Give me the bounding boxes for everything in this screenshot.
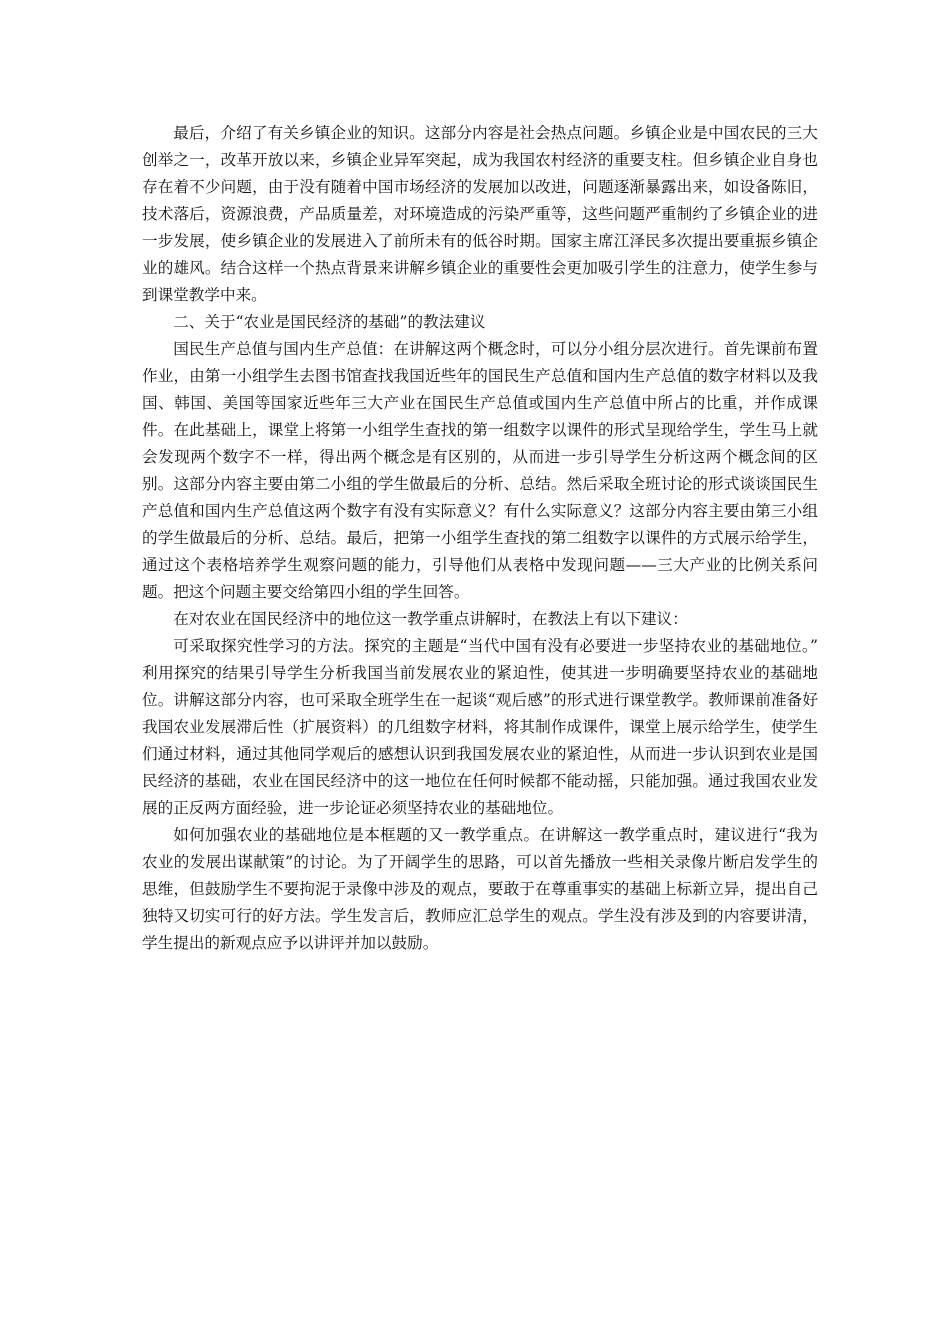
paragraph-inquiry-learning: 可采取探究性学习的方法。探究的主题是“当代中国有没有必要进一步坚持农业的基础地位。” 利用探究的结果引导学生分析我国当前发展农业的紧迫性，使其进一步明确要坚持农业的基础地位。讲解这部分内容，也可采取全班学生在一起谈“观后感”的形式进行课堂教学。教师课前准备好我国农业发展滞后性（扩展资料）的几组数字材料，将其制作成课件，课堂上展示给学生，使学生们通过材料，通过其他同学观后的感想认识到我国发展农业的紧迫性，从而进一步认识到农业是国民经济的基础，农业在国民经济中的这一地位在任何时候都不能动摇，只能加强。通过我国农业发展的正反两方面经验，进一步论证必须坚持农业的基础地位。: [142, 637, 818, 817]
paragraph-gnp-gdp: 国民生产总值与国内生产总值：在讲解这两个概念时，可以分小组分层次进行。首先课前布置作业，由第一小组学生去图书馆查找我国近些年的国民生产总值和国内生产总值的数字材料以及我国、韩国、美国等国家近些年三大产业在国民生产总值或国内生产总值中所占的比重，并作成课件。在此基础上，课堂上将第一小组学生查找的第一组数字以课件的形式呈现给学生，学生马上就会发现两个数字不一样，得出两个概念是有区别的，从而进一步引导学生分析这两个概念间的区别。这部分内容主要由第二小组的学生做最后的分析、总结。然后采取全班讨论的形式谈谈国民生产总值和国内生产总值这两个数字有没有实际意义？有什么实际意义？这部分内容主要由第三小组的学生做最后的分析、总结。最后，把第一小组学生查找的第二组数字以课件的方式展示给学生，通过这个表格培养学生观察问题的能力，引导他们从表格中发现问题——三大产业的比例关系问题。把这个问题主要交给第四小组的学生回答。: [142, 340, 818, 601]
paragraph-teaching-suggestions: 在对农业在国民经济中的地位这一教学重点讲解时，在教法上有以下建议：: [173, 610, 688, 628]
section-heading: 二、关于“农业是国民经济的基础”的教法建议: [173, 313, 486, 331]
document-page: [142, 120, 818, 957]
paragraph-strengthen-agriculture: 如何加强农业的基础地位是本框题的又一教学重点。在讲解这一教学重点时，建议进行“我为农业的发展出谋献策”的讨论。为了开阔学生的思路，可以首先播放一些相关录像片断启发学生的思维，但鼓励学生不要拘泥于录像中涉及的观点，要敢于在尊重事实的基础上标新立异，提出自己独特又切实可行的好方法。学生发言后，教师应汇总学生的观点。学生没有涉及到的内容要讲清，学生提出的新观点应予以讲评并加以鼓励。: [142, 826, 818, 952]
paragraph-township-enterprises: 最后，介绍了有关乡镇企业的知识。这部分内容是社会热点问题。乡镇企业是中国农民的三大创举之一，改革开放以来，乡镇企业异军突起，成为我国农村经济的重要支柱。但乡镇企业自身也存在着不少问题，由于没有随着中国市场经济的发展加以改进，问题逐渐暴露出来，如设备陈旧，技术落后，资源浪费，产品质量差，对环境造成的污染严重等，这些问题严重制约了乡镇企业的进一步发展，使乡镇企业的发展进入了前所未有的低谷时期。国家主席江泽民多次提出要重振乡镇企业的雄风。结合这样一个热点背景来讲解乡镇企业的重要性会更加吸引学生的注意力，使学生参与到课堂教学中来。: [142, 124, 818, 304]
